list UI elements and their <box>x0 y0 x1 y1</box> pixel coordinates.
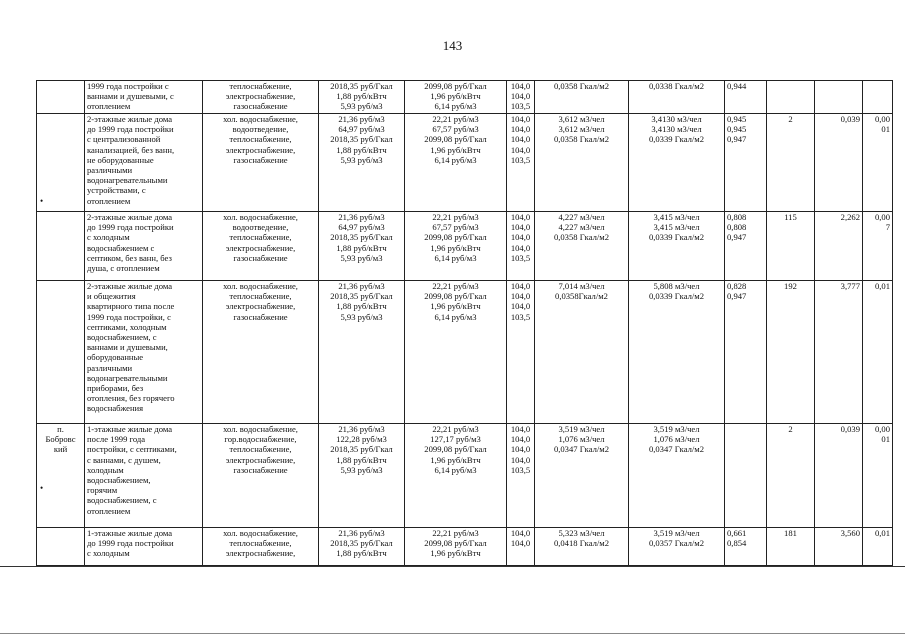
cell-line: 22,21 руб/м3 <box>432 212 479 222</box>
cell-line: 0,00 <box>874 114 890 124</box>
cell-line: 104,0 <box>510 291 531 302</box>
cell-line: 21,36 руб/м3 <box>338 281 385 291</box>
cell-line: водоснабжением, <box>87 475 151 486</box>
cell-line: электроснабжение, <box>225 91 296 102</box>
cell-line: 0,0339 Гкал/м2 <box>648 232 705 243</box>
cell-line: 0,0347 Гкал/м2 <box>648 444 705 455</box>
table-body <box>37 81 893 566</box>
coefficient-cell <box>725 81 767 114</box>
norm-b-cell <box>629 281 725 424</box>
cell-line: 3,415 м3/чел <box>653 222 700 233</box>
location-cell <box>37 81 85 114</box>
cell-line: 3,415 м3/чел <box>653 212 700 222</box>
cell-line: 3,519 м3/чел <box>558 424 605 434</box>
norm-a-cell <box>535 528 629 566</box>
cell-line: 64,97 руб/м3 <box>338 222 385 233</box>
cell-line: 21,36 руб/м3 <box>338 528 385 538</box>
cell-line: 104,0 <box>510 301 531 312</box>
cell-line: 0,00 <box>874 212 890 222</box>
cell-line: 2099,08 руб/Гкал <box>424 444 487 455</box>
cell-line: хол. водоснабжение, <box>223 114 298 124</box>
cell-line: 3,519 м3/чел <box>653 424 700 434</box>
cell-line: отоплением <box>87 195 131 206</box>
cell-line: 104,0 <box>510 91 531 102</box>
cell-line: 2-этажные жилые дома <box>87 212 173 222</box>
cell-line: 0,944 <box>727 81 747 91</box>
cell-line: гор.водоснабжение, <box>224 434 297 445</box>
cell-line: различными <box>87 165 133 176</box>
cell-line: 122,28 руб/м3 <box>336 434 387 445</box>
cell-line: квартирного типа после <box>87 301 175 312</box>
cell-line: 104,0 <box>510 114 531 124</box>
cell-line: 2099,08 руб/Гкал <box>424 134 487 145</box>
cell-line: 0,0347 Гкал/м2 <box>553 444 610 455</box>
table-row <box>37 81 893 114</box>
cell-line: 0,945 <box>727 114 747 124</box>
cell-line: 2099,08 руб/Гкал <box>424 81 487 91</box>
tariff-old-cell <box>319 212 405 281</box>
norm-a-cell <box>535 424 629 528</box>
index-cell <box>507 528 535 566</box>
cell-line: 67,57 руб/м3 <box>432 124 479 135</box>
cell-line: 1999 года постройки, с <box>87 311 171 322</box>
count-cell <box>767 424 815 528</box>
cell-line: 3,612 м3/чел <box>558 124 605 135</box>
cell-line: 2 <box>788 114 793 124</box>
cell-line: 104,0 <box>510 81 531 91</box>
page-number: 143 <box>442 38 463 53</box>
cell-line: теплоснабжение, <box>229 232 292 243</box>
cell-line: 0,0358 Гкал/м2 <box>553 81 610 91</box>
cell-line: 104,0 <box>510 232 531 243</box>
cell-line: до 1999 года постройки <box>87 222 174 233</box>
services-cell <box>203 81 319 114</box>
location-cell <box>37 281 85 424</box>
cell-line: 1,88 руб/кВтч <box>336 454 387 465</box>
cell-line: отопления, без горячего <box>87 393 175 404</box>
cell-line: 104,0 <box>510 424 531 434</box>
cell-line: 0,01 <box>874 528 890 538</box>
cell-line: 6,14 руб/м3 <box>434 252 477 263</box>
cell-line: водоотведение, <box>232 222 289 233</box>
cell-line: 0,808 <box>727 212 747 222</box>
cell-line: 0,808 <box>727 222 747 233</box>
services-cell <box>203 114 319 212</box>
cell-line: 104,0 <box>510 434 531 445</box>
building-type-cell <box>85 424 203 528</box>
cell-line: 103,5 <box>510 252 531 263</box>
cell-line: 1,96 руб/кВтч <box>430 548 481 559</box>
cell-line: 0,0357 Гкал/м2 <box>648 538 705 549</box>
cell-line: 21,36 руб/м3 <box>338 114 385 124</box>
cell-line: 01 <box>881 124 890 135</box>
cell-line: 2018,35 руб/Гкал <box>330 134 393 145</box>
cell-line: 103,5 <box>510 101 531 112</box>
cell-line: 0,947 <box>727 232 747 243</box>
cell-line: душа, с отоплением <box>87 263 160 274</box>
count-cell <box>767 114 815 212</box>
tariff-new-cell <box>405 528 507 566</box>
norm-a-cell <box>535 281 629 424</box>
cell-line: 1,076 м3/чел <box>653 434 700 445</box>
margin-bullet: • <box>40 483 44 493</box>
cell-line: 1,88 руб/кВтч <box>336 91 387 102</box>
cell-line: отоплением <box>87 505 131 516</box>
table-row <box>37 281 893 424</box>
cell-line: Бобровс <box>45 434 76 445</box>
cell-line: 2018,35 руб/Гкал <box>330 291 393 302</box>
value-2-cell <box>863 281 893 424</box>
cell-line: 5,93 руб/м3 <box>340 101 383 112</box>
cell-line: 1,96 руб/кВтч <box>430 242 481 253</box>
cell-line: 6,14 руб/м3 <box>434 154 477 165</box>
cell-line: 192 <box>784 281 797 291</box>
cell-line: 1,96 руб/кВтч <box>430 144 481 155</box>
cell-line: ваннами и душевыми, <box>87 342 168 353</box>
location-cell <box>37 212 85 281</box>
cell-line: 0,828 <box>727 281 747 291</box>
cell-line: приборами, без <box>87 383 144 394</box>
cell-line: 104,0 <box>510 222 531 233</box>
cell-line: отоплением <box>87 101 131 112</box>
table-row <box>37 528 893 566</box>
cell-line: 0,01 <box>874 281 890 291</box>
tariff-new-cell <box>405 81 507 114</box>
cell-line: до 1999 года постройки <box>87 538 174 549</box>
cell-line: электроснабжение, <box>225 144 296 155</box>
count-cell <box>767 281 815 424</box>
cell-line: водоснабжением, с <box>87 332 157 343</box>
cell-line: 0,947 <box>727 134 747 145</box>
cell-line: 67,57 руб/м3 <box>432 222 479 233</box>
location-cell <box>37 424 85 528</box>
cell-line: 6,14 руб/м3 <box>434 464 477 475</box>
cell-line: 104,0 <box>510 281 531 291</box>
cell-line: до 1999 года постройки <box>87 124 174 135</box>
index-cell <box>507 114 535 212</box>
cell-line: с централизованной <box>87 134 161 145</box>
cell-line: 2,262 <box>840 212 860 222</box>
cell-line: септиком, без ванн, без <box>87 252 172 263</box>
cell-line: 1,96 руб/кВтч <box>430 301 481 312</box>
cell-line: 0,039 <box>840 114 860 124</box>
norm-a-cell <box>535 81 629 114</box>
index-cell <box>507 212 535 281</box>
cell-line: хол. водоснабжение, <box>223 528 298 538</box>
cell-line: 103,5 <box>510 464 531 475</box>
cell-line: 104,0 <box>510 212 531 222</box>
cell-line: 3,560 <box>840 528 860 538</box>
cell-line: 2018,35 руб/Гкал <box>330 538 393 549</box>
cell-line: 3,4130 м3/чел <box>651 114 702 124</box>
building-type-cell <box>85 212 203 281</box>
value-2-cell <box>863 114 893 212</box>
value-2-cell <box>863 424 893 528</box>
cell-line: 0,945 <box>727 124 747 135</box>
norm-a-cell <box>535 114 629 212</box>
location-cell <box>37 114 85 212</box>
page-bottom-rule <box>0 566 905 567</box>
cell-line: 1,88 руб/кВтч <box>336 548 387 559</box>
tariff-new-cell <box>405 424 507 528</box>
cell-line: 127,17 руб/м3 <box>430 434 481 445</box>
value-1-cell <box>815 424 863 528</box>
cell-line: газоснабжение <box>233 311 288 322</box>
cell-line: 104,0 <box>510 124 531 135</box>
cell-line: горячим <box>87 485 118 496</box>
table-row <box>37 212 893 281</box>
cell-line: 4,227 м3/чел <box>558 212 605 222</box>
cell-line: водоснабжением с <box>87 242 155 253</box>
cell-line: 1999 года постройки с <box>87 81 169 91</box>
cell-line: 1-этажные жилые дома <box>87 424 173 434</box>
cell-line: не оборудованные <box>87 154 154 165</box>
cell-line: 0,0358Гкал/м2 <box>555 291 608 302</box>
cell-line: газоснабжение <box>233 154 288 165</box>
tariff-new-cell <box>405 114 507 212</box>
cell-line: оборудованные <box>87 352 144 363</box>
count-cell <box>767 81 815 114</box>
page-bottom-rule <box>0 633 905 634</box>
cell-line: 103,5 <box>510 154 531 165</box>
margin-bullet: • <box>40 196 44 206</box>
location-cell <box>37 528 85 566</box>
cell-line: 5,93 руб/м3 <box>340 464 383 475</box>
cell-line: постройки, с септиками, <box>87 444 177 455</box>
value-1-cell <box>815 114 863 212</box>
cell-line: теплоснабжение, <box>229 538 292 549</box>
cell-line: 0,0358 Гкал/м2 <box>553 232 610 243</box>
cell-line: хол. водоснабжение, <box>223 281 298 291</box>
services-cell <box>203 528 319 566</box>
cell-line: канализацией, без ванн, <box>87 144 175 155</box>
tariff-table <box>36 80 893 566</box>
index-cell <box>507 424 535 528</box>
cell-line: 1,076 м3/чел <box>558 434 605 445</box>
table-row <box>37 114 893 212</box>
coefficient-cell <box>725 114 767 212</box>
cell-line: 104,0 <box>510 528 531 538</box>
cell-line: 2018,35 руб/Гкал <box>330 232 393 243</box>
cell-line: 1,88 руб/кВтч <box>336 144 387 155</box>
coefficient-cell <box>725 424 767 528</box>
cell-line: 5,93 руб/м3 <box>340 311 383 322</box>
cell-line: электроснабжение, <box>225 242 296 253</box>
cell-line: 3,612 м3/чел <box>558 114 605 124</box>
cell-line: 2099,08 руб/Гкал <box>424 538 487 549</box>
cell-line: газоснабжение <box>233 464 288 475</box>
cell-line: септиками, холодным <box>87 321 167 332</box>
cell-line: 3,777 <box>840 281 860 291</box>
cell-line: 2-этажные жилые дома <box>87 114 173 124</box>
cell-line: 0,854 <box>727 538 747 549</box>
cell-line: 0,661 <box>727 528 747 538</box>
cell-line: 0,00 <box>874 424 890 434</box>
tariff-old-cell <box>319 424 405 528</box>
cell-line: хол. водоснабжение, <box>223 212 298 222</box>
services-cell <box>203 212 319 281</box>
tariff-new-cell <box>405 281 507 424</box>
cell-line: газоснабжение <box>233 252 288 263</box>
cell-line: 0,0338 Гкал/м2 <box>648 81 705 91</box>
cell-line: п. <box>57 424 64 434</box>
cell-line: с ваннами, с душем, <box>87 454 161 465</box>
cell-line: 5,808 м3/чел <box>653 281 700 291</box>
cell-line: 7,014 м3/чел <box>558 281 605 291</box>
cell-line: теплоснабжение, <box>229 134 292 145</box>
value-2-cell <box>863 528 893 566</box>
norm-b-cell <box>629 424 725 528</box>
cell-line: с холодным <box>87 232 130 243</box>
cell-line: 5,93 руб/м3 <box>340 252 383 263</box>
cell-line: 104,0 <box>510 538 531 549</box>
cell-line: 64,97 руб/м3 <box>338 124 385 135</box>
cell-line: 0,0339 Гкал/м2 <box>648 134 705 145</box>
building-type-cell <box>85 281 203 424</box>
cell-line: 104,0 <box>510 454 531 465</box>
cell-line: электроснабжение, <box>225 548 296 559</box>
cell-line: с холодным <box>87 548 130 559</box>
cell-line: после 1999 года <box>87 434 146 445</box>
norm-b-cell <box>629 114 725 212</box>
cell-line: 104,0 <box>510 144 531 155</box>
cell-line: водоснабжения <box>87 403 144 414</box>
value-1-cell <box>815 212 863 281</box>
value-1-cell <box>815 281 863 424</box>
cell-line: устройствами, с <box>87 185 146 196</box>
cell-line: 115 <box>784 212 797 222</box>
cell-line: 2099,08 руб/Гкал <box>424 232 487 243</box>
norm-b-cell <box>629 528 725 566</box>
cell-line: 104,0 <box>510 242 531 253</box>
count-cell <box>767 212 815 281</box>
cell-line: 2099,08 руб/Гкал <box>424 291 487 302</box>
cell-line: 103,5 <box>510 311 531 322</box>
cell-line: водоотведение, <box>232 124 289 135</box>
cell-line: 1,88 руб/кВтч <box>336 242 387 253</box>
cell-line: водоснабжением, с <box>87 495 157 506</box>
cell-line: 01 <box>881 434 890 445</box>
cell-line: 5,93 руб/м3 <box>340 154 383 165</box>
cell-line: 1,96 руб/кВтч <box>430 91 481 102</box>
cell-line: 3,4130 м3/чел <box>651 124 702 135</box>
cell-line: 21,36 руб/м3 <box>338 212 385 222</box>
cell-line: 181 <box>784 528 797 538</box>
tariff-old-cell <box>319 528 405 566</box>
value-2-cell <box>863 212 893 281</box>
cell-line: различными <box>87 362 133 373</box>
cell-line: 0,947 <box>727 291 747 302</box>
tariff-old-cell <box>319 114 405 212</box>
norm-b-cell <box>629 212 725 281</box>
cell-line: теплоснабжение, <box>229 81 292 91</box>
building-type-cell <box>85 528 203 566</box>
cell-line: газоснабжение <box>233 101 288 112</box>
cell-line: 3,519 м3/чел <box>653 528 700 538</box>
cell-line: 104,0 <box>510 134 531 145</box>
norm-b-cell <box>629 81 725 114</box>
cell-line: 0,039 <box>840 424 860 434</box>
value-1-cell <box>815 528 863 566</box>
services-cell <box>203 424 319 528</box>
cell-line: ваннами и душевыми, с <box>87 91 174 102</box>
cell-line: 4,227 м3/чел <box>558 222 605 233</box>
cell-line: электроснабжение, <box>225 301 296 312</box>
cell-line: 5,323 м3/чел <box>558 528 605 538</box>
tariff-old-cell <box>319 281 405 424</box>
cell-line: 22,21 руб/м3 <box>432 528 479 538</box>
value-2-cell <box>863 81 893 114</box>
services-cell <box>203 281 319 424</box>
cell-line: 22,21 руб/м3 <box>432 114 479 124</box>
tariff-new-cell <box>405 212 507 281</box>
cell-line: 2 <box>788 424 793 434</box>
coefficient-cell <box>725 281 767 424</box>
cell-line: 0,0418 Гкал/м2 <box>553 538 610 549</box>
cell-line: 1,88 руб/кВтч <box>336 301 387 312</box>
cell-line: 0,0358 Гкал/м2 <box>553 134 610 145</box>
tariff-old-cell <box>319 81 405 114</box>
cell-line: водонагревательными <box>87 372 168 383</box>
cell-line: 22,21 руб/м3 <box>432 281 479 291</box>
norm-a-cell <box>535 212 629 281</box>
coefficient-cell <box>725 528 767 566</box>
cell-line: и общежития <box>87 291 136 302</box>
cell-line: водонагревательными <box>87 175 168 186</box>
cell-line: 1-этажные жилые дома <box>87 528 173 538</box>
cell-line: хол. водоснабжение, <box>223 424 298 434</box>
cell-line: 2018,35 руб/Гкал <box>330 444 393 455</box>
cell-line: 104,0 <box>510 444 531 455</box>
cell-line: кий <box>53 444 68 455</box>
cell-line: 21,36 руб/м3 <box>338 424 385 434</box>
cell-line: 1,96 руб/кВтч <box>430 454 481 465</box>
cell-line: 0,0339 Гкал/м2 <box>648 291 705 302</box>
coefficient-cell <box>725 212 767 281</box>
table-row <box>37 424 893 528</box>
building-type-cell <box>85 114 203 212</box>
cell-line: теплоснабжение, <box>229 291 292 302</box>
cell-line: 6,14 руб/м3 <box>434 101 477 112</box>
count-cell <box>767 528 815 566</box>
cell-line: теплоснабжение, <box>229 444 292 455</box>
cell-line: 2-этажные жилые дома <box>87 281 173 291</box>
index-cell <box>507 81 535 114</box>
building-type-cell <box>85 81 203 114</box>
cell-line: 7 <box>885 222 890 233</box>
value-1-cell <box>815 81 863 114</box>
cell-line: 6,14 руб/м3 <box>434 311 477 322</box>
cell-line: 22,21 руб/м3 <box>432 424 479 434</box>
cell-line: 2018,35 руб/Гкал <box>330 81 393 91</box>
cell-line: холодным <box>87 464 124 475</box>
cell-line: электроснабжение, <box>225 454 296 465</box>
index-cell <box>507 281 535 424</box>
